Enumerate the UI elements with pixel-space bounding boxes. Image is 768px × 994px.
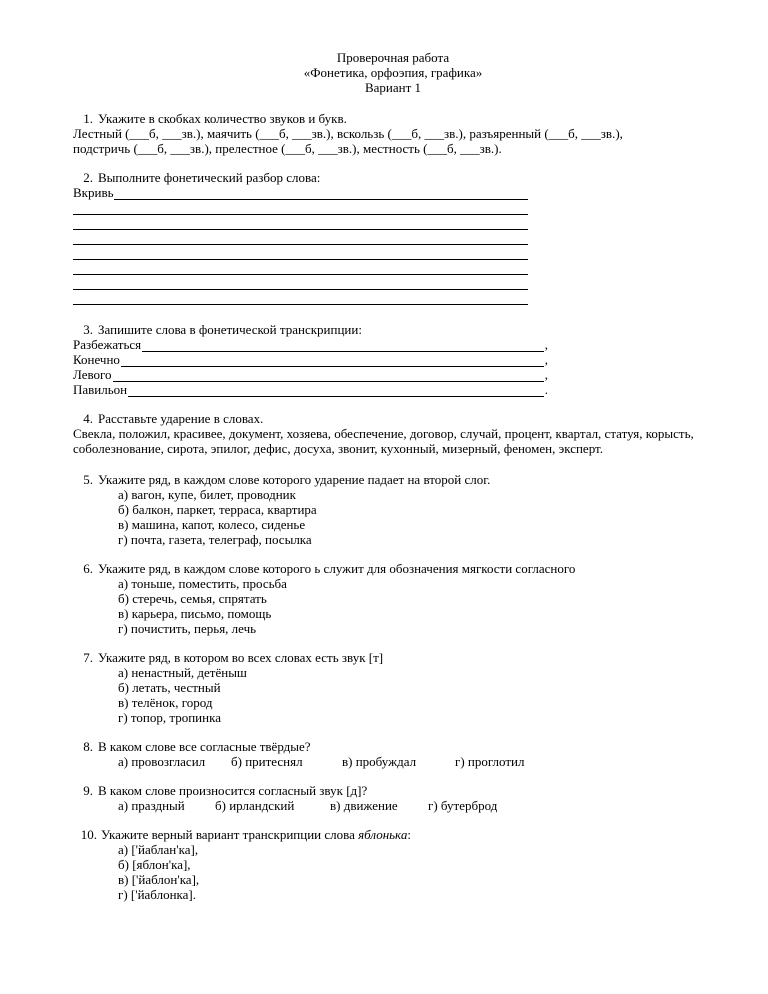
question-text: Укажите ряд, в котором во всех словах есть звук [т] [98,650,384,665]
question-number: 9. [83,783,93,798]
word-label: Павильон [73,382,128,397]
question-text: Запишите слова в фонетической транскрипции: [98,322,362,337]
question-7 [73,650,713,725]
answer-option[interactable]: б) ирландский [215,798,295,813]
worksheet [73,50,713,902]
answer-line[interactable] [73,215,528,230]
answer-option[interactable]: в) карьера, письмо, помощь [118,606,272,621]
question-number: 3. [83,322,93,337]
answer-options [73,665,713,725]
question-title [73,322,713,337]
header [73,50,713,95]
answer-option[interactable]: б) летать, честный [118,680,221,695]
answer-option[interactable]: в) телёнок, город [118,695,213,710]
question-title [73,650,713,665]
answer-option[interactable]: а) вагон, купе, билет, проводник [118,487,296,502]
answer-option[interactable]: б) балкон, паркет, терраса, квартира [118,502,317,517]
answer-options [73,576,713,636]
question-1 [73,111,713,156]
answer-line[interactable] [73,382,548,397]
line-end: . [544,382,548,397]
question-number: 1. [83,111,93,126]
question-4 [73,411,713,456]
answer-option[interactable]: в) машина, капот, колесо, сиденье [118,517,306,532]
answer-line[interactable] [73,245,528,260]
answer-option[interactable]: г) проглотил [455,754,525,769]
word-label: Вкривь [73,185,114,200]
question-number: 4. [83,411,93,426]
question-text-end: : [407,827,411,842]
answer-options [73,487,713,547]
question-8 [73,739,713,769]
answer-line[interactable] [73,230,528,245]
word-label: Разбежаться [73,337,142,352]
question-title [73,111,713,126]
answer-option[interactable]: а) провозгласил [118,754,206,769]
answer-line[interactable] [73,290,528,305]
answer-line[interactable] [73,275,528,290]
question-number: 5. [83,472,93,487]
answer-option[interactable]: а) тоньше, поместить, просьба [118,576,287,591]
question-body-line: подстричь (___б, ___зв.), прелестное (___б, ___зв.), местность (___б, ___зв.). [73,141,502,156]
answer-option[interactable]: а) ['йаблан'ка], [118,842,199,857]
answer-options [73,842,713,902]
answer-line[interactable] [73,352,548,367]
answer-option[interactable]: а) ненастный, детёныш [118,665,247,680]
question-text: Укажите ряд, в каждом слове которого ударение падает на второй слог. [98,472,491,487]
question-text: Расставьте ударение в словах. [98,411,264,426]
answer-option[interactable]: б) стеречь, семья, спрятать [118,591,267,606]
question-number: 7. [83,650,93,665]
answer-option[interactable]: г) топор, тропинка [118,710,221,725]
answer-line[interactable] [73,260,528,275]
question-number: 6. [83,561,93,576]
word-label: Конечно [73,352,120,367]
line-end: , [544,337,548,352]
question-title [73,411,713,426]
worksheet-topic: «Фонетика, орфоэпия, графика» [303,65,483,80]
line-end: , [544,367,548,382]
answer-option[interactable]: г) ['йаблонка]. [118,887,197,902]
question-body-line: Лестный (___б, ___зв.), маячить (___б, ___зв.), вскользь (___б, ___зв.), разъяренный (___б, ___зв.), [73,126,623,141]
line-end: , [544,352,548,367]
question-2 [73,170,713,305]
answer-option[interactable]: в) ['йаблон'ка], [118,872,200,887]
question-text: В каком слове произносится согласный звук [д]? [98,783,368,798]
answer-option[interactable]: в) движение [330,798,398,813]
question-body: Свекла, положил, красивее, документ, хозяева, обеспечение, договор, случай, процент, квартал, статуя, корысть, соболезнование, сирота, эпилог, дефис, досуха, звонит, кухонный, мизерный, феномен, эксперт. [73,426,694,456]
question-text: В каком слове все согласные твёрдые? [98,739,311,754]
answer-line[interactable] [73,185,528,200]
answer-option[interactable]: а) праздный [118,798,185,813]
word-label: Левого [73,367,112,382]
question-text: Укажите ряд, в каждом слове которого ь служит для обозначения мягкости согласного [98,561,576,576]
question-number: 2. [83,170,93,185]
answer-line[interactable] [73,337,548,352]
question-text: Укажите в скобках количество звуков и букв. [98,111,347,126]
answer-line[interactable] [73,200,528,215]
answer-option[interactable]: б) притеснял [231,754,303,769]
answer-option[interactable]: г) почистить, перья, лечь [118,621,257,636]
question-title [73,170,713,185]
worksheet-variant: Вариант 1 [364,80,422,95]
question-10 [73,827,713,902]
question-title [73,783,713,798]
answer-option[interactable]: г) бутерброд [428,798,498,813]
question-number: 10. [80,827,97,842]
answer-options [73,798,713,813]
question-title [73,739,713,754]
question-5 [73,472,713,547]
question-6 [73,561,713,636]
worksheet-title: Проверочная работа [336,50,450,65]
question-title [73,472,713,487]
question-text: Выполните фонетический разбор слова: [98,170,321,185]
answer-options [73,754,713,769]
question-text: Укажите верный вариант транскрипции слова [101,827,359,842]
question-title [73,561,713,576]
answer-option[interactable]: в) пробуждал [342,754,417,769]
answer-option[interactable]: б) [яблон'ка], [118,857,191,872]
answer-option[interactable]: г) почта, газета, телеграф, посылка [118,532,312,547]
answer-line[interactable] [73,367,548,382]
question-word: яблонька [358,827,408,842]
question-number: 8. [83,739,93,754]
question-title [73,827,713,842]
question-3 [73,322,713,397]
question-9 [73,783,713,813]
